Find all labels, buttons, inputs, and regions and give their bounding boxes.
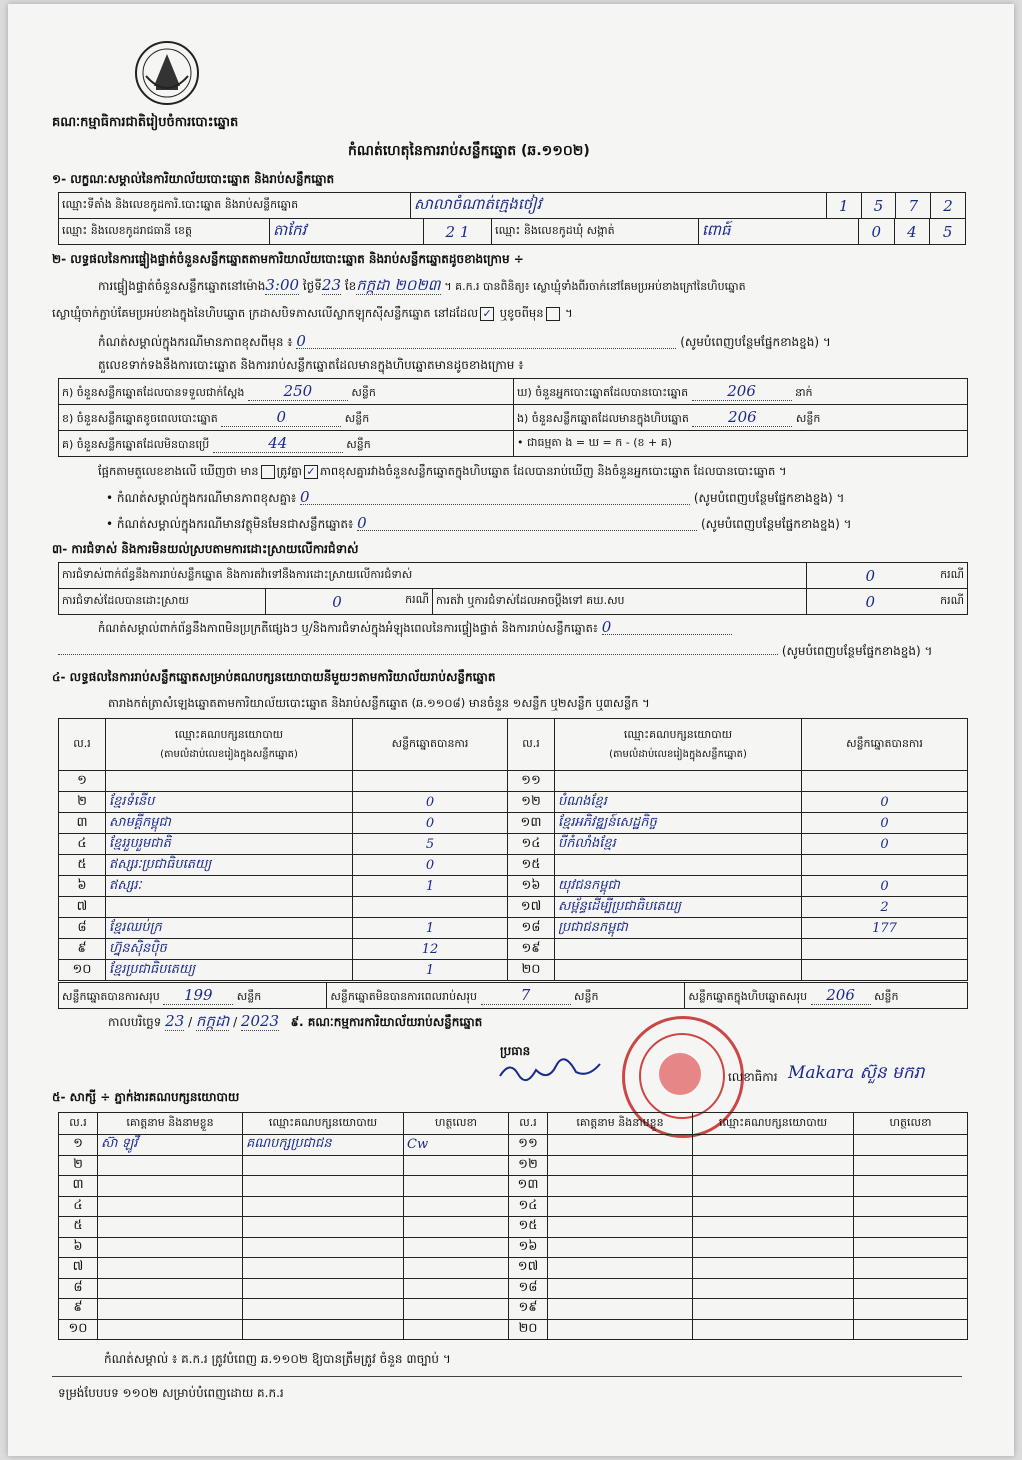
row-number: ១០ [59,960,106,981]
irregularity-note: កំណត់សម្គាល់ពាក់ព័ន្ធនឹងភាពមិនប្រក្រតីផ្សេងៗ ឬ/និងការជំទាស់ក្នុងអំឡុងពេលនៃការផ្ទៀងផ្ទាត់ និងការរាប់សន្លឹកឆ្នោត៖ 0 [98,620,732,635]
mismatch-checkbox: ✓ [304,465,318,479]
row-number: ១៦ [509,1237,548,1258]
row-number: ១១ [509,1135,548,1156]
spoiled-label: ខ) ចំនួនសន្លឹកឆ្នោតខូចពេលបោះឆ្នោត [62,411,218,425]
row-number: ២ [59,1155,98,1176]
row-number: ១៣ [508,813,555,834]
witness-party [693,1258,854,1279]
party-votes: 1 [353,960,508,981]
witness-party [243,1217,404,1238]
party-name: បំណងខ្មែរ [555,792,802,813]
party-name: ឥស្សរៈប្រជាធិបតេយ្យ [106,855,353,876]
row-number: ១៥ [508,855,555,876]
party-votes: 0 [802,834,968,855]
row-number: ២០ [509,1319,548,1340]
witness-row [59,1237,968,1258]
witness-body [59,1135,968,1340]
station-identity-table [58,192,966,219]
row-number: ១១ [508,771,555,792]
received-label: ក) ចំនួនសន្លឹកឆ្នោតដែលបានទទួលជាក់ស្តែង [62,385,245,399]
witness-signature [854,1135,968,1156]
section-3-heading: ៣- ការជំទាស់ និងការមិនយល់ស្របតាមការដោះស្រាយលើការជំទាស់ [52,542,359,556]
party-name [555,771,802,792]
province-code: 2 1 [423,219,491,245]
witness-signature [404,1176,509,1197]
row-number: ៧ [59,897,106,918]
station-label: ឈ្មោះទីតាំង និងលេខកូដការិ.បោះឆ្នោត និងរាប់សន្លឹកឆ្នោត [59,193,411,219]
witness-header-row: ល.រ គោត្តនាម និងនាមខ្លួន ឈ្មោះគណបក្សនយោបាយ ហត្ថលេខា ល.រ គោត្តនាម និងនាមខ្លួន ឈ្មោះគណបក្សនយោបាយ ហត្ថលេខា [59,1113,968,1135]
appeal-value: 0 [807,589,934,615]
party-votes: 1 [353,876,508,897]
witness-name [548,1258,693,1279]
chair-label: ប្រធាន [500,1044,531,1058]
witness-party [693,1135,854,1156]
voters-value: 206 [692,382,792,401]
witness-name [98,1319,243,1340]
station-code-digit: 2 [931,193,966,219]
witness-signature [854,1176,968,1197]
row-number: ៥ [59,855,106,876]
match-line: ផ្អែកតាមតួលេខខាងលើ ឃើញថា មាន ត្រូវគ្នា ✓ ភាពខុសគ្នារវាងចំនួនសន្លឹកឆ្នោតក្នុងហិបឆ្នោត ដែលបានរាប់ឃើញ និងចំនួនអ្នកបោះឆ្នោត ដែលបានបោះឆ្នោត ។ [98,464,787,478]
row-number: ១៧ [508,897,555,918]
witness-name [98,1155,243,1176]
row-number: ៣ [59,813,106,834]
witness-party [693,1196,854,1217]
witness-party [693,1278,854,1299]
row-number: ៥ [59,1217,98,1238]
witness-name [548,1135,693,1156]
row-number: ១ [59,771,106,792]
witness-party [693,1319,854,1340]
party-votes: 0 [802,876,968,897]
witness-name [98,1278,243,1299]
row-number: ១២ [508,792,555,813]
party-votes [802,939,968,960]
org-name: គណៈកម្មាធិការជាតិរៀបចំការបោះឆ្នោត [52,115,239,130]
bullet-note-1: • កំណត់សម្គាល់ក្នុងករណីមានភាពខុសគ្នា៖ 0 (សូមបំពេញបន្ថែមផ្នែកខាងខ្នង) ។ [106,488,845,506]
party-name: ខ្មែររួបរួមជាតិ [106,834,353,855]
row-number: ១៣ [509,1176,548,1197]
party-name: យុវជនកម្ពុជា [555,876,802,897]
row-number: ១ [59,1135,98,1156]
party-name: ខ្មែរទំនើប [106,792,353,813]
formula-label: • ជាធម្មតា ង = ឃ = ក - (ខ + គ) [517,435,672,449]
witness-party [243,1176,404,1197]
witness-name [548,1319,693,1340]
witness-name [98,1237,243,1258]
witness-signature [404,1278,509,1299]
witness-signature: Cw [404,1135,509,1156]
bullet-note-2: • កំណត់សម្គាល់ក្នុងករណីមានវត្ថុមិនមែនជាសន្លឹកឆ្នោត៖ 0 (សូមបំពេញបន្ថែមផ្នែកខាងខ្នង) ។ [106,514,852,532]
witness-name [548,1155,693,1176]
unit-label: ករណី [933,563,967,589]
irregularity-fill-line: (សូមបំពេញបន្ថែមផ្នែកខាងខ្នង) ។ [58,644,968,658]
location-table [58,218,966,245]
witness-row [59,1299,968,1320]
party-name: បីកំលាំងខ្មែរ [555,834,802,855]
party-votes: 2 [802,897,968,918]
results-body [59,771,968,981]
witness-signature [854,1155,968,1176]
witness-name [548,1176,693,1197]
results-row [59,960,968,981]
party-votes [353,897,508,918]
results-row [59,771,968,792]
commune-code-digit: 5 [930,219,966,245]
witness-party [693,1299,854,1320]
election-form-sheet [8,4,1014,1456]
witness-signature [854,1258,968,1279]
figures-row: គ) ចំនួនសន្លឹកឆ្នោតដែលមិនបានប្រើ 44 សន្លឹក • ជាធម្មតា ង = ឃ = ក - (ខ + គ) [59,431,968,457]
station-code-digit: 1 [826,193,861,219]
unchanged-checkbox: ✓ [480,307,494,321]
total-in-box: សន្លឹកឆ្នោតក្នុងហិបឆ្នោតសរុប 206 សន្លឹក [685,983,968,1009]
section-5-heading: ៥- សាក្សី ÷ ភ្នាក់ងារគណបក្សនយោបាយ [52,1090,240,1104]
witness-row [59,1319,968,1340]
row-number: ១២ [509,1155,548,1176]
unused-label: គ) ចំនួនសន្លឹកឆ្នោតដែលមិនបានប្រើ [62,437,210,451]
commune-name: ពោធ៍ [698,219,858,245]
damaged-checkbox [546,307,560,321]
nec-logo [134,40,200,106]
row-number: ១៨ [509,1278,548,1299]
witness-name [98,1217,243,1238]
results-row [59,834,968,855]
row-number: ១០ [59,1319,98,1340]
resolved-label: ការជំទាស់ដែលបានដោះស្រាយ [59,589,266,615]
row-number: ២០ [508,960,555,981]
results-row [59,876,968,897]
witness-signature [854,1278,968,1299]
complaints-table: ការជំទាស់ពាក់ព័ន្ធនឹងការរាប់សន្លឹកឆ្នោត និងការតវ៉ាទៅនឹងការដោះស្រាយលើការជំទាស់ 0 ករណី ការជំទាស់ដែលបានដោះស្រាយ 0 ករណី ការតវ៉ា ឬការជំទាស់ដែលអាចប្តឹងទៅ គឃ.សប 0 ករណី [58,562,968,615]
witness-row [59,1258,968,1279]
party-name: ហ្វ៊ុនស៊ិនប៉ិច [106,939,353,960]
party-votes: 0 [353,855,508,876]
party-votes: 0 [802,813,968,834]
resolved-value: 0 ករណី [266,589,433,615]
received-value: 250 [248,382,348,401]
party-votes: 0 [802,792,968,813]
witness-signature [404,1258,509,1279]
witness-name [548,1278,693,1299]
witness-party [243,1278,404,1299]
witness-signature [404,1237,509,1258]
unused-value: 44 [213,434,343,453]
witness-name [548,1196,693,1217]
row-number: ១៥ [509,1217,548,1238]
witness-party: គណបក្សប្រជាជន [243,1135,404,1156]
witness-row [59,1135,968,1156]
results-header-row: ល.រ ឈ្មោះគណបក្សនយោបាយ (តាមលំដាប់លេខរៀងក្នុងសន្លឹកឆ្នោត) សន្លឹកឆ្នោតបានការ ល.រ ឈ្មោះគណបក្សនយោបាយ (តាមលំដាប់លេខរៀងក្នុងសន្លឹកឆ្នោត) សន្លឹកឆ្នោតបានការ [59,719,968,771]
chair-signature [496,1058,616,1084]
party-votes [802,855,968,876]
party-name [106,897,353,918]
commune-label: ឈ្មោះ និងលេខកូដឃុំ សង្កាត់ [492,219,699,245]
witness-signature [854,1196,968,1217]
form-footer: ទម្រង់បែបបទ ១១០២ សម្រាប់បំពេញដោយ គ.ក.រ [58,1386,284,1400]
row-number: ៨ [59,1278,98,1299]
witness-row [59,1217,968,1238]
party-results-table [58,718,968,981]
witness-signature [404,1319,509,1340]
match-checkbox [261,465,275,479]
party-name [555,960,802,981]
witness-party [243,1155,404,1176]
party-votes [353,771,508,792]
row-number: ៧ [59,1258,98,1279]
row-number: ១៦ [508,876,555,897]
witness-name [98,1176,243,1197]
witness-signature [404,1217,509,1238]
witness-party [243,1196,404,1217]
results-row [59,792,968,813]
witness-party [693,1155,854,1176]
province-name: តាកែវ [269,219,423,245]
witness-table [58,1112,968,1340]
row-number: ១៨ [508,918,555,939]
section-2-heading: ២- លទ្ធផលនៃការផ្ទៀងផ្ទាត់ចំនួនសន្លឹកឆ្នោតតាមការិយាល័យបោះឆ្នោត និងរាប់សន្លឹកឆ្នោតដូចខាងក្រោម ÷ [52,252,524,266]
row-number: ៤ [59,834,106,855]
party-name [555,939,802,960]
witness-party [243,1319,404,1340]
tally-sheet-intro: តារាងកត់ត្រាសំឡេងឆ្នោតតាមការិយាល័យបោះឆ្នោត និងរាប់សន្លឹកឆ្នោត (ឆ.១១០៨) មានចំនួន ១សន្លឹក ឬ២សន្លឹក ឬ៣សន្លឹក ។ [108,696,650,710]
results-row [59,918,968,939]
verification-line-1: ការផ្ទៀងផ្ទាត់ចំនួនសន្លឹកឆ្នោតនៅម៉ោង3:00 ថ្ងៃទី23 ខែកក្កដា ២០២៣ ។ គ.ក.រ បានពិនិត្យ៖ ស្លោឃ្មុំទាំងពីរចាក់នៅគែមប្រអប់ខាងក្រៅនៃហិបឆ្នោត [98,276,746,294]
party-name: ខ្មែរប្រជាធិបតេយ្យ [106,960,353,981]
witness-name [548,1217,693,1238]
ballot-figures-table [58,378,968,457]
in-box-value: 206 [692,408,792,427]
row-number: ៦ [59,876,106,897]
party-name: ឥស្សរៈ [106,876,353,897]
total-invalid: សន្លឹកឆ្នោតមិនបានការពេលរាប់សរុប 7 សន្លឹក [327,983,685,1009]
witness-signature [854,1237,968,1258]
party-name: ខ្មែរឈប់ក្រ [106,918,353,939]
results-totals-table [58,982,968,1009]
party-votes: 177 [802,918,968,939]
party-name: ប្រជាជនកម្ពុជា [555,918,802,939]
party-name [555,855,802,876]
row-number: ៦ [59,1237,98,1258]
witness-name [548,1237,693,1258]
witness-name: ស៊ា ឡូវី [98,1135,243,1156]
row-number: ១៩ [508,939,555,960]
witness-party [693,1176,854,1197]
witness-name [98,1299,243,1320]
witness-row [59,1155,968,1176]
row-number: ៣ [59,1176,98,1197]
witness-party [693,1217,854,1238]
total-valid: សន្លឹកឆ្នោតបានការសរុប 199 សន្លឹក [59,983,327,1009]
row-number: ១៤ [509,1196,548,1217]
witness-name [98,1258,243,1279]
station-name: សាលាចំណាត់ក្មេងថៀវ [410,193,826,219]
party-votes: 1 [353,918,508,939]
party-votes: 0 [353,792,508,813]
row-number: ៩ [59,1299,98,1320]
row-number: ៩ [59,939,106,960]
spoiled-value: 0 [221,408,341,427]
witness-party [693,1237,854,1258]
witness-party [243,1299,404,1320]
party-name: សម្ព័ន្ធដើម្បីប្រជាធិបតេយ្យ [555,897,802,918]
party-name: សាមគ្គីកម្ពុជា [106,813,353,834]
commune-code-digit: 4 [894,219,930,245]
witness-row [59,1278,968,1299]
witness-signature [404,1299,509,1320]
row-number: ១៩ [509,1299,548,1320]
party-name: ខ្មែរអភិវឌ្ឍន៍សេដ្ឋកិច្ច [555,813,802,834]
verification-line-2: ស្លោឃ្មុំចាក់ភ្ជាប់គែមប្រអប់ខាងក្នុងនៃហិបឆ្នោត ក្រដាសបិទភាសលើស្លាកឡុកស៊ីសន្លឹកឆ្នោត នៅដដែល ✓ ឬខូចពីមុន ។ [52,306,573,320]
witness-signature [854,1319,968,1340]
witness-signature [404,1155,509,1176]
figures-row: ក) ចំនួនសន្លឹកឆ្នោតដែលបានទទួលជាក់ស្តែង 250 សន្លឹក ឃ) ចំនួនអ្នកបោះឆ្នោតដែលបានបោះឆ្នោត 206 នាក់ [59,379,968,405]
party-votes: 12 [353,939,508,960]
party-votes: 5 [353,834,508,855]
results-row [59,855,968,876]
province-label: ឈ្មោះ និងលេខកូដរាជធានី ខេត្ត [59,219,270,245]
witness-party [243,1237,404,1258]
witness-signature [404,1196,509,1217]
results-row [59,939,968,960]
party-votes [802,771,968,792]
witness-name [548,1299,693,1320]
complaints-value: 0 [807,563,934,589]
witness-signature [854,1217,968,1238]
document-title: កំណត់ហេតុនៃការរាប់សន្លឹកឆ្នោត (ឆ.១១០២) [348,143,590,159]
witness-name [98,1196,243,1217]
commune-code-digit: 0 [858,219,894,245]
secretary-name: Makara ស៊ួន មករា [788,1063,925,1083]
witness-row [59,1176,968,1197]
complaints-label: ការជំទាស់ពាក់ព័ន្ធនឹងការរាប់សន្លឹកឆ្នោត និងការតវ៉ាទៅនឹងការដោះស្រាយលើការជំទាស់ [59,563,807,589]
row-number: ១៧ [509,1258,548,1279]
appeal-label: ការតវ៉ា ឬការជំទាស់ដែលអាចប្តឹងទៅ គឃ.សប [433,589,807,615]
section-1-heading: ១- លក្ខណៈសម្គាល់នៃការិយាល័យបោះឆ្នោត និងរាប់សន្លឹកឆ្នោត [52,172,335,186]
secretary-label: លេខាធិការ [728,1070,778,1084]
row-number: ៤ [59,1196,98,1217]
results-row [59,897,968,918]
figures-intro: តួលេខទាក់ទងនឹងការបោះឆ្នោត និងការរាប់សន្លឹកឆ្នោតដែលមានក្នុងហិបឆ្នោតមានដូចខាងក្រោម ៖ [98,358,524,372]
station-code-digit: 7 [896,193,931,219]
witness-row [59,1196,968,1217]
section-4-heading: ៤- លទ្ធផលនៃការរាប់សន្លឹកឆ្នោតសម្រាប់គណបក្សនយោបាយនីមួយៗតាមការិយាល័យរាប់សន្លឹកឆ្នោត [52,670,496,684]
in-box-label: ង) ចំនួនសន្លឹកឆ្នោតដែលមានក្នុងហិបឆ្នោត [517,411,689,425]
figures-row: ខ) ចំនួនសន្លឹកឆ្នោតខូចពេលបោះឆ្នោត 0 សន្លឹក ង) ចំនួនសន្លឹកឆ្នោតដែលមានក្នុងហិបឆ្នោត 206 សន្លឹក [59,405,968,431]
footer-divider [52,1376,962,1377]
row-number: ៨ [59,918,106,939]
station-code-digit: 5 [861,193,896,219]
party-name [106,771,353,792]
date-line: កាលបរិច្ឆេទ 23 / កក្កដា / 2023 ៩. គណៈកម្មការការិយាល័យរាប់សន្លឹកឆ្នោត [108,1012,483,1030]
witness-note: កំណត់សម្គាល់ ៖ គ.ក.រ ត្រូវបំពេញ ឆ.១១០២ ឱ្យបានត្រឹមត្រូវ ចំនួន ៣ច្បាប់ ។ [104,1352,451,1366]
party-votes: 0 [353,813,508,834]
witness-party [243,1258,404,1279]
witness-signature [854,1299,968,1320]
voters-label: ឃ) ចំនួនអ្នកបោះឆ្នោតដែលបានបោះឆ្នោត [517,385,689,399]
results-row [59,813,968,834]
party-votes [802,960,968,981]
row-number: ២ [59,792,106,813]
discrepancy-note: កំណត់សម្គាល់ក្នុងករណីមានភាពខុសពីមុន ៖ 0 (សូមបំពេញបន្ថែមផ្នែកខាងខ្នង) ។ [98,332,831,350]
row-number: ១៤ [508,834,555,855]
